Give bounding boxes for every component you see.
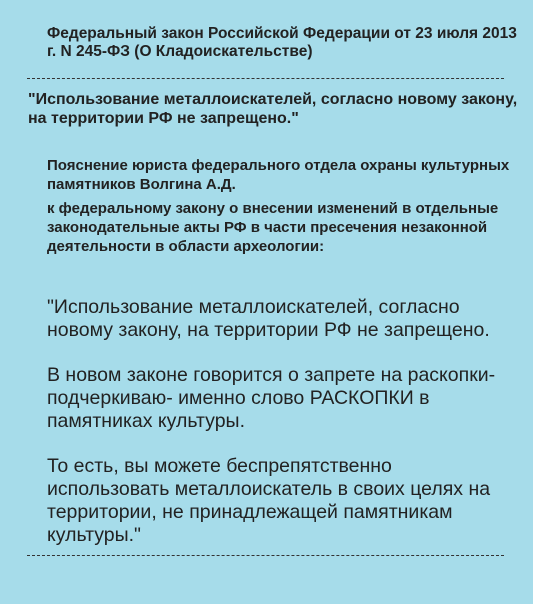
body-paragraph: То есть, вы можете беспрепятственно использовать металлоискатель в своих целях на территории, не принадлежащей памятникам культуры." [47,455,491,546]
quote-header: "Использование металлоискателей, согласно новому закону, на территории РФ не запрещено." [28,91,518,127]
body-paragraph: В новом законе говорится о запрете на раскопки- подчеркиваю- именно слово РАСКОПКИ в памятниках культуры. [47,364,496,432]
explanation-title: Пояснение юриста федерального отдела охраны культурных памятников Волгина А.Д. [47,157,510,193]
explanation-subtitle: к федеральному закону о внесении изменений в отдельные законодательные акты РФ в части пресечения незаконной деятельности в области археологии: [47,200,499,255]
bottom-dashed-divider [27,555,504,556]
document-header-title: Федеральный закон Российской Федерации от 23 июля 2013 г. N 245-ФЗ (О Кладоискательстве) [47,25,517,60]
top-dashed-divider [27,78,504,79]
body-paragraph: "Использование металлоискателей, согласно новому закону, на территории РФ не запрещено. [47,296,490,341]
